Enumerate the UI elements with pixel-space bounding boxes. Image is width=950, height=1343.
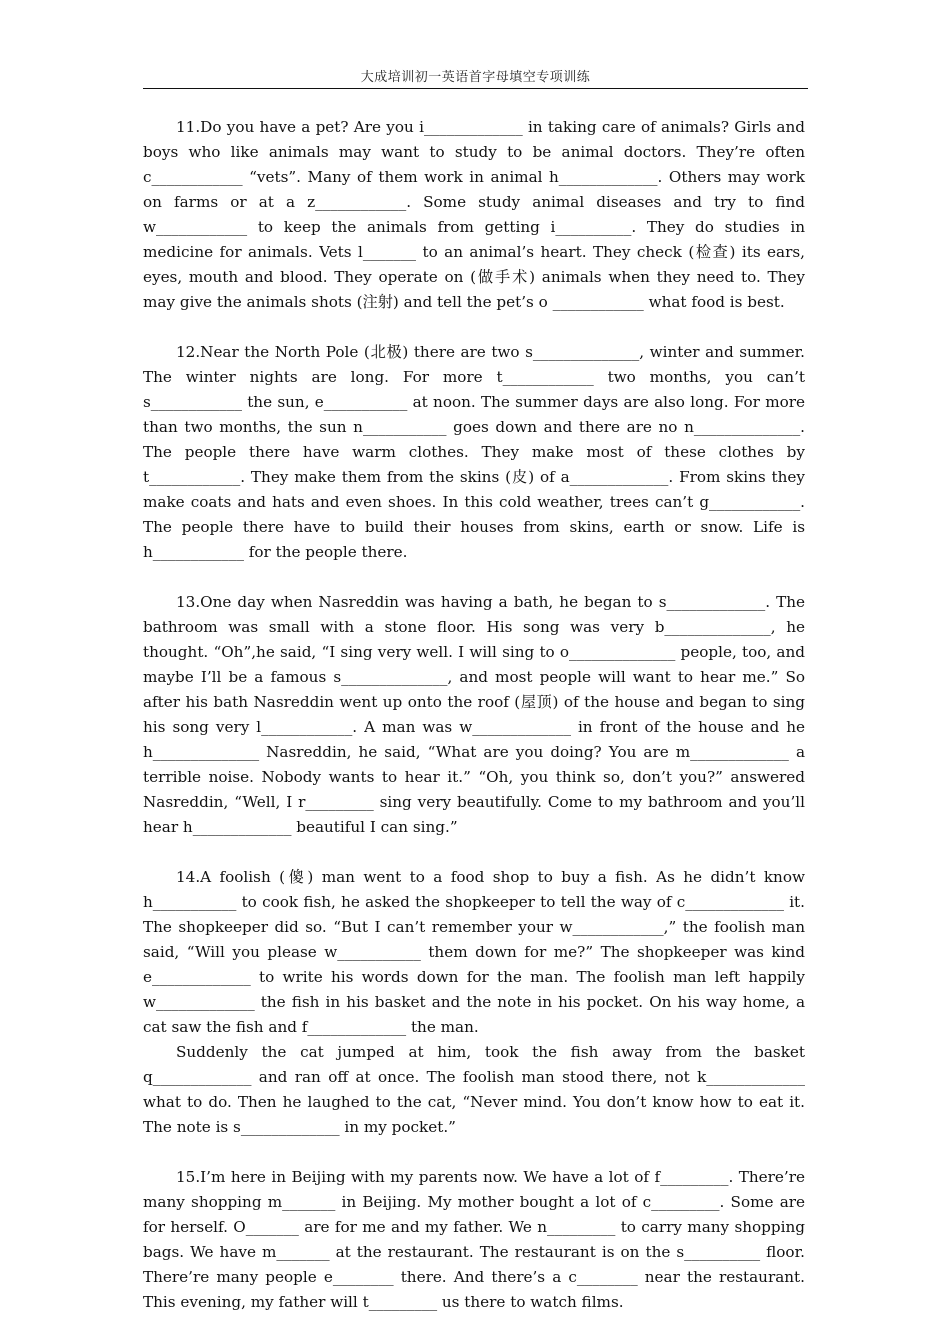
page-header: 大成培训初一英语首字母填空专项训练: [360, 70, 591, 85]
exercise-content: [143, 115, 805, 1315]
passage-11: 11.Do you have a pet? Are you i_____________ in taking care of animals? Girls and boys who like animals may want to study to be animal doctors. They’re often c____________ “vets”. Many of them work in animal h_____________. Others may work on farms or at a z____________. Some study animal diseases and try to find w____________ to keep the animals from getting i__________. They do studies in medicine for animals. Vets l_______ to an animal’s heart. They check (检查) its ears, eyes, mouth and blood. They operate on (做手术) animals when they need to. They may give the animals shots (注射) and tell the pet’s o ____________ what food is best.: [143, 118, 805, 311]
spacer: [143, 315, 805, 340]
spacer: [143, 565, 805, 590]
passage-14: 14.A foolish (傻) man went to a food shop to buy a fish. As he didn’t know h___________ to cook fish, he asked the shopkeeper to tell the way of c_____________ it. The shopkeeper did so. “But I can’t remember your w____________,” the foolish man said, “Will you please w___________ them down for me?” The shopkeeper was kind e_____________ to write his words down for the man. The foolish man left happily w_____________ the fish in his basket and the note in his pocket. On his way home, a cat saw the fish and f_____________ the man.: [143, 868, 805, 1036]
header-rule: [143, 88, 808, 89]
passage-13: 13.One day when Nasreddin was having a bath, he began to s_____________. The bathroom was small with a stone floor. His song was very b______________, he thought. “Oh”,he said, “I sing very well. I will sing to o______________ people, too, and maybe I’ll be a famous s______________, and most people will want to hear me.” So after his bath Nasreddin went up onto the roof (屋顶) of the house and began to sing his song very l____________. A man was w_____________ in front of the house and he h______________ Nasreddin, he said, “What are you doing? You are m_____________ a terrible noise. Nobody wants to hear it.” “Oh, you think so, don’t you?” answered Nasreddin, “Well, I r_________ sing very beautifully. Come to my bathroom and you’ll hear h_____________ beautiful I can sing.”: [143, 593, 805, 836]
spacer: [143, 840, 805, 865]
passage-14-continued: Suddenly the cat jumped at him, took the fish away from the basket q_____________ and ran off at once. The foolish man stood there, not k_____________ what to do. Then he laughed to the cat, “Never mind. You don’t know how to eat it. The note is s_____________ in my pocket.”: [143, 1043, 805, 1136]
passage-12: 12.Near the North Pole (北极) there are two s______________, winter and summer. The winter nights are long. For more t____________ two months, you can’t s____________ the sun, e___________ at noon. The summer days are also long. For more than two months, the sun n___________ goes down and there are no n______________. The people there have warm clothes. They make most of these clothes by t____________. They make them from the skins (皮) of a_____________. From skins they make coats and hats and even shoes. In this cold weather, trees can’t g____________. The people there have to build their houses from skins, earth or snow. Life is h____________ for the people there.: [143, 343, 805, 561]
passage-15: 15.I’m here in Beijing with my parents now. We have a lot of f_________. There’re many shopping m_______ in Beijing. My mother bought a lot of c_________. Some are for herself. O_______ are for me and my father. We n_________ to carry many shopping bags. We have m_______ at the restaurant. The restaurant is on the s__________ floor. There’re many people e________ there. And there’s a c________ near the restaurant. This evening, my father will t_________ us there to watch films.: [143, 1168, 805, 1311]
spacer: [143, 1140, 805, 1165]
